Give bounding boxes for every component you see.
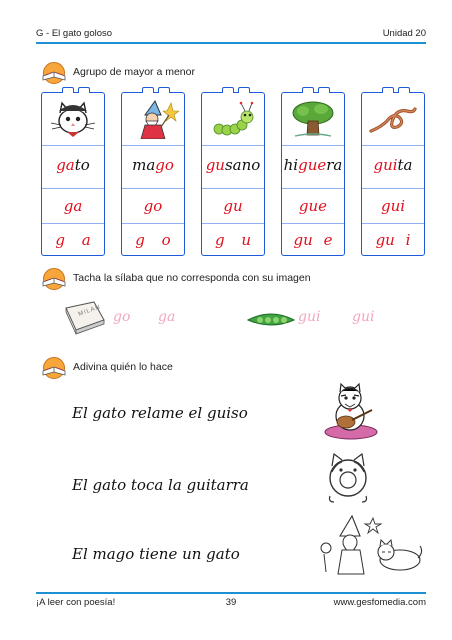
header-unit: Unidad 20 <box>382 28 426 39</box>
syllable-card <box>41 92 105 256</box>
eraser-label: MILAN <box>77 304 102 318</box>
header-title: G - El gato goloso <box>36 28 113 39</box>
cat-outline-icon <box>318 450 378 506</box>
syllable: go <box>143 197 163 215</box>
syllable-card <box>361 92 425 256</box>
letters: g a <box>55 231 91 249</box>
syllable: ga <box>63 197 83 215</box>
syllable-option[interactable]: go <box>113 309 131 325</box>
syllable-card <box>281 92 345 256</box>
eraser-icon <box>60 298 108 336</box>
word: mago <box>132 156 174 174</box>
letters: gu e <box>293 231 333 249</box>
letters: g u <box>214 231 252 249</box>
book-icon <box>40 268 68 290</box>
word: gato <box>56 156 90 174</box>
riddle-sentence: El gato toca la guitarra <box>72 476 249 494</box>
syllable: gui <box>380 197 406 215</box>
page-number: 39 <box>225 597 237 608</box>
caterpillar-icon <box>207 99 259 139</box>
footer-url[interactable]: www.gesfomedia.com <box>333 597 426 608</box>
section-title: Tacha la sílaba que no corresponda con su imagen <box>73 272 311 284</box>
riddle-sentence: El mago tiene un gato <box>72 545 240 563</box>
book-icon <box>40 62 68 84</box>
word: guita <box>373 156 413 174</box>
wizard-icon <box>127 99 179 139</box>
word: gusano <box>205 156 261 174</box>
cat-playing-guitar-icon <box>320 382 382 442</box>
cat-icon <box>47 99 99 139</box>
syllable-option[interactable]: gui <box>298 309 321 325</box>
riddle-sentence: El gato relame el guiso <box>72 404 248 422</box>
footer-title: ¡A leer con poesía! <box>36 597 116 608</box>
word: higuera <box>283 156 343 174</box>
syllable-card <box>201 92 265 256</box>
syllable-card <box>121 92 185 256</box>
knot-icon <box>367 99 419 139</box>
book-icon <box>40 357 68 379</box>
letters: gu i <box>375 231 411 249</box>
footer-rule <box>36 592 426 594</box>
wizard-with-cat-icon <box>318 514 426 576</box>
syllable: gue <box>298 197 328 215</box>
syllable-option[interactable]: gui <box>352 309 375 325</box>
page-header <box>36 26 426 42</box>
pea-pod-icon <box>246 310 296 330</box>
fig-tree-icon <box>287 99 339 139</box>
header-rule <box>36 42 426 44</box>
section-title: Adivina quién lo hace <box>73 361 173 373</box>
syllable: gu <box>223 197 243 215</box>
letters: g o <box>135 231 171 249</box>
syllable-option[interactable]: ga <box>158 309 176 325</box>
section-title: Agrupo de mayor a menor <box>73 66 195 78</box>
